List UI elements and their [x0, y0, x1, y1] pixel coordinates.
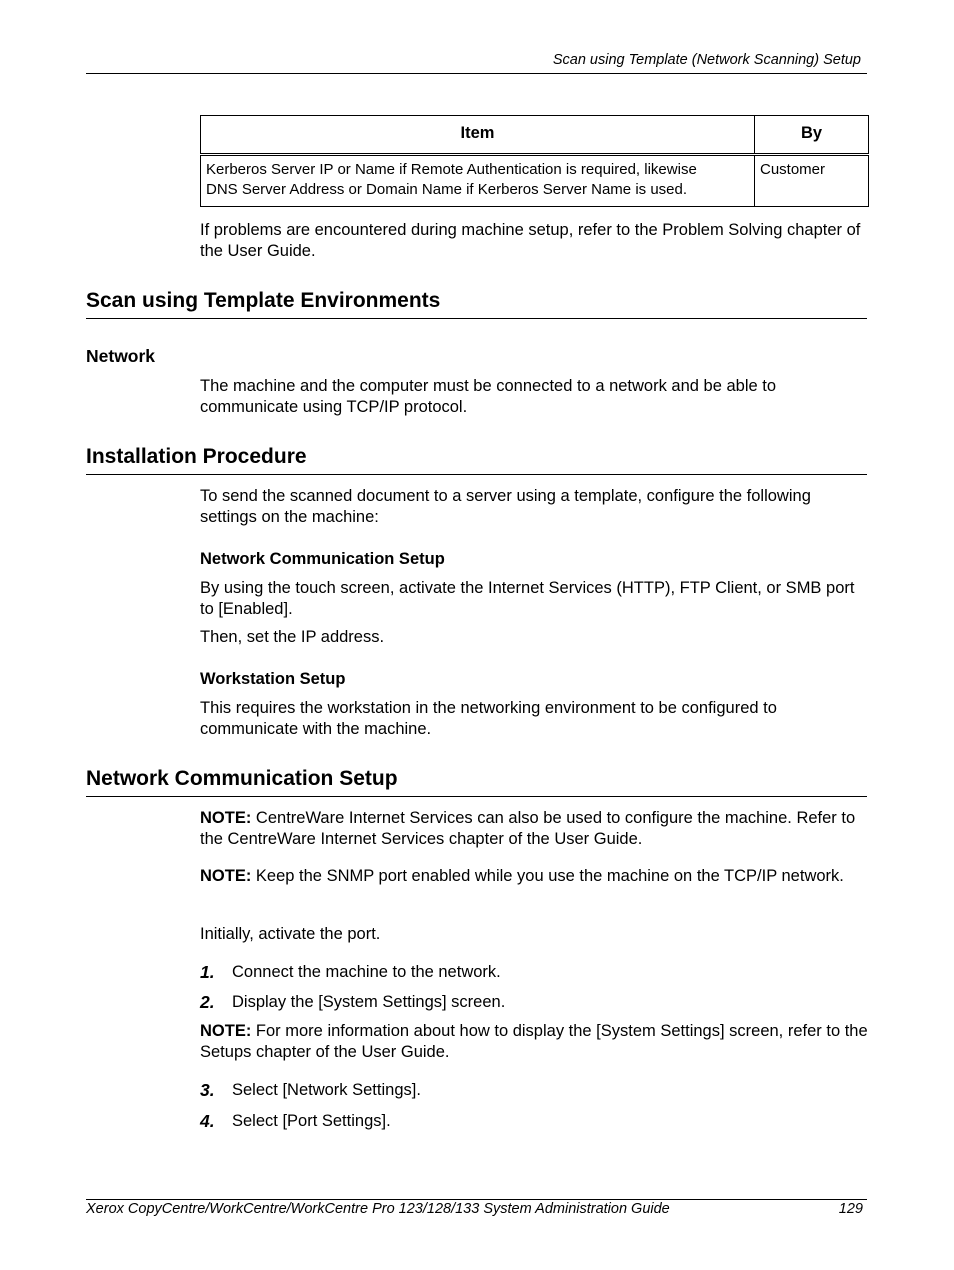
section-heading-environments: Scan using Template Environments [86, 289, 441, 312]
note-2-text: Keep the SNMP port enabled while you use the machine on the TCP/IP network. [251, 867, 844, 885]
step-number: 3. [200, 1080, 215, 1100]
header-rule [86, 73, 867, 74]
section-heading-network-communication: Network Communication Setup [86, 767, 398, 790]
ncs-paragraph-2: Then, set the IP address. [200, 628, 385, 646]
subheading-network: Network [86, 346, 156, 366]
section-heading-installation: Installation Procedure [86, 445, 307, 468]
column-header-item: Item [201, 116, 755, 155]
step-text: Connect the machine to the network. [232, 963, 501, 981]
note-label: NOTE: [200, 867, 252, 885]
step-number: 1. [200, 962, 215, 982]
step-number: 4. [200, 1111, 215, 1131]
footer-rule [86, 1199, 867, 1200]
footer-title: Xerox CopyCentre/WorkCentre/WorkCentre Pro 123/128/133 System Administration Guide [86, 1201, 670, 1217]
network-paragraph: The machine and the computer must be connected to a network and be able to communicate using TCP/IP protocol. [200, 377, 777, 416]
subheading-network-communication-setup: Network Communication Setup [200, 550, 445, 568]
note-label: NOTE: [200, 1022, 252, 1040]
section-rule [86, 474, 867, 475]
workstation-paragraph: This requires the workstation in the networking environment to be configured to communicate with the machine. [200, 699, 777, 738]
installation-intro: To send the scanned document to a server using a template, configure the following settings on the machine: [200, 487, 811, 526]
section-rule [86, 318, 867, 319]
column-header-by: By [755, 116, 869, 155]
subheading-workstation-setup: Workstation Setup [200, 670, 346, 688]
note-label: NOTE: [200, 809, 252, 827]
step-text: Select [Network Settings]. [232, 1081, 421, 1099]
note-2 [200, 866, 868, 887]
note-3 [200, 1021, 868, 1063]
step-number: 2. [200, 992, 215, 1012]
note-3-text: For more information about how to display the [System Settings] screen, refer to the Setups chapter of the User Guide. [200, 1022, 868, 1061]
running-header: Scan using Template (Network Scanning) Setup [552, 52, 861, 68]
step-text: Display the [System Settings] screen. [232, 993, 506, 1011]
initially-paragraph: Initially, activate the port. [200, 925, 381, 943]
table-row [201, 155, 869, 207]
page-number: 129 [838, 1201, 863, 1217]
table-cell-by: Customer [755, 155, 869, 207]
note-1-text: CentreWare Internet Services can also be used to configure the machine. Refer to the CentreWare Internet Services chapter of the User Guide. [200, 809, 856, 848]
cell-item-line-2: DNS Server Address or Domain Name if Kerberos Server Name is used. [206, 181, 688, 198]
table-header-row [201, 116, 869, 155]
section-rule [86, 796, 867, 797]
cell-item-line-1: Kerberos Server IP or Name if Remote Authentication is required, likewise [206, 161, 697, 178]
note-1 [200, 808, 868, 850]
step-text: Select [Port Settings]. [232, 1112, 391, 1130]
intro-paragraph: If problems are encountered during machine setup, refer to the Problem Solving chapter of the User Guide. [200, 221, 861, 260]
table-cell-item [201, 155, 755, 207]
requirements-table [200, 115, 869, 207]
ncs-paragraph: By using the touch screen, activate the Internet Services (HTTP), FTP Client, or SMB port to [Enabled]. [200, 579, 855, 618]
